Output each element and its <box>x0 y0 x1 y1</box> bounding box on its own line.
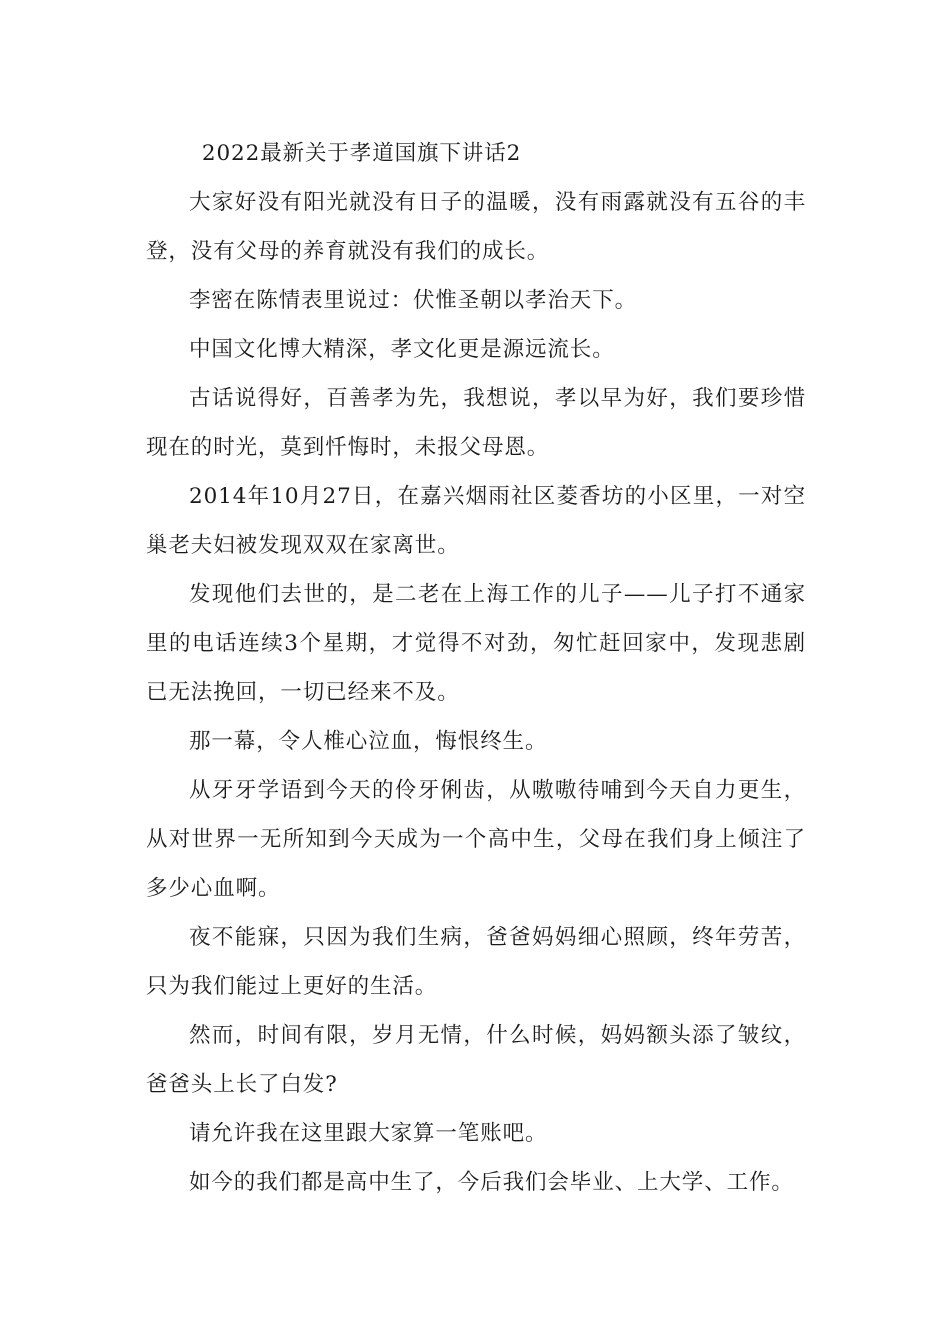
paragraph-12: 如今的我们都是高中生了，今后我们会毕业、上大学、工作。 <box>189 1170 794 1195</box>
document-body <box>146 129 806 1207</box>
paragraph-5: 2014年10月27日，在嘉兴烟雨社区菱香坊的小区里，一对空巢老夫妇被发现双双在家离世。 <box>146 484 806 558</box>
paragraph-1: 大家好没有阳光就没有日子的温暖，没有雨露就没有五谷的丰登，没有父母的养育就没有我们的成长。 <box>146 190 806 264</box>
paragraph-7: 那一幕，令人椎心泣血，悔恨终生。 <box>189 729 548 754</box>
paragraph-11: 请允许我在这里跟大家算一笔账吧。 <box>189 1121 548 1146</box>
paragraph-10: 然而，时间有限，岁月无情，什么时候，妈妈额头添了皱纹，爸爸头上长了白发? <box>146 1023 806 1097</box>
paragraph-3: 中国文化博大精深，孝文化更是源远流长。 <box>189 337 615 362</box>
paragraph-9: 夜不能寐，只因为我们生病，爸爸妈妈细心照顾，终年劳苦，只为我们能过上更好的生活。 <box>146 925 806 999</box>
paragraph-2: 李密在陈情表里说过：伏惟圣朝以孝治天下。 <box>189 288 638 313</box>
paragraph-6: 发现他们去世的，是二老在上海工作的儿子——儿子打不通家里的电话连续3个星期，才觉得不对劲，匆忙赶回家中，发现悲剧已无法挽回，一切已经来不及。 <box>146 582 806 705</box>
paragraph-8: 从牙牙学语到今天的伶牙俐齿，从嗷嗷待哺到今天自力更生，从对世界一无所知到今天成为一个高中生，父母在我们身上倾注了多少心血啊。 <box>146 778 806 901</box>
document-title: 2022最新关于孝道国旗下讲话2 <box>201 141 522 166</box>
paragraph-4: 古话说得好，百善孝为先，我想说，孝以早为好，我们要珍惜现在的时光，莫到忏悔时，未报父母恩。 <box>146 386 806 460</box>
